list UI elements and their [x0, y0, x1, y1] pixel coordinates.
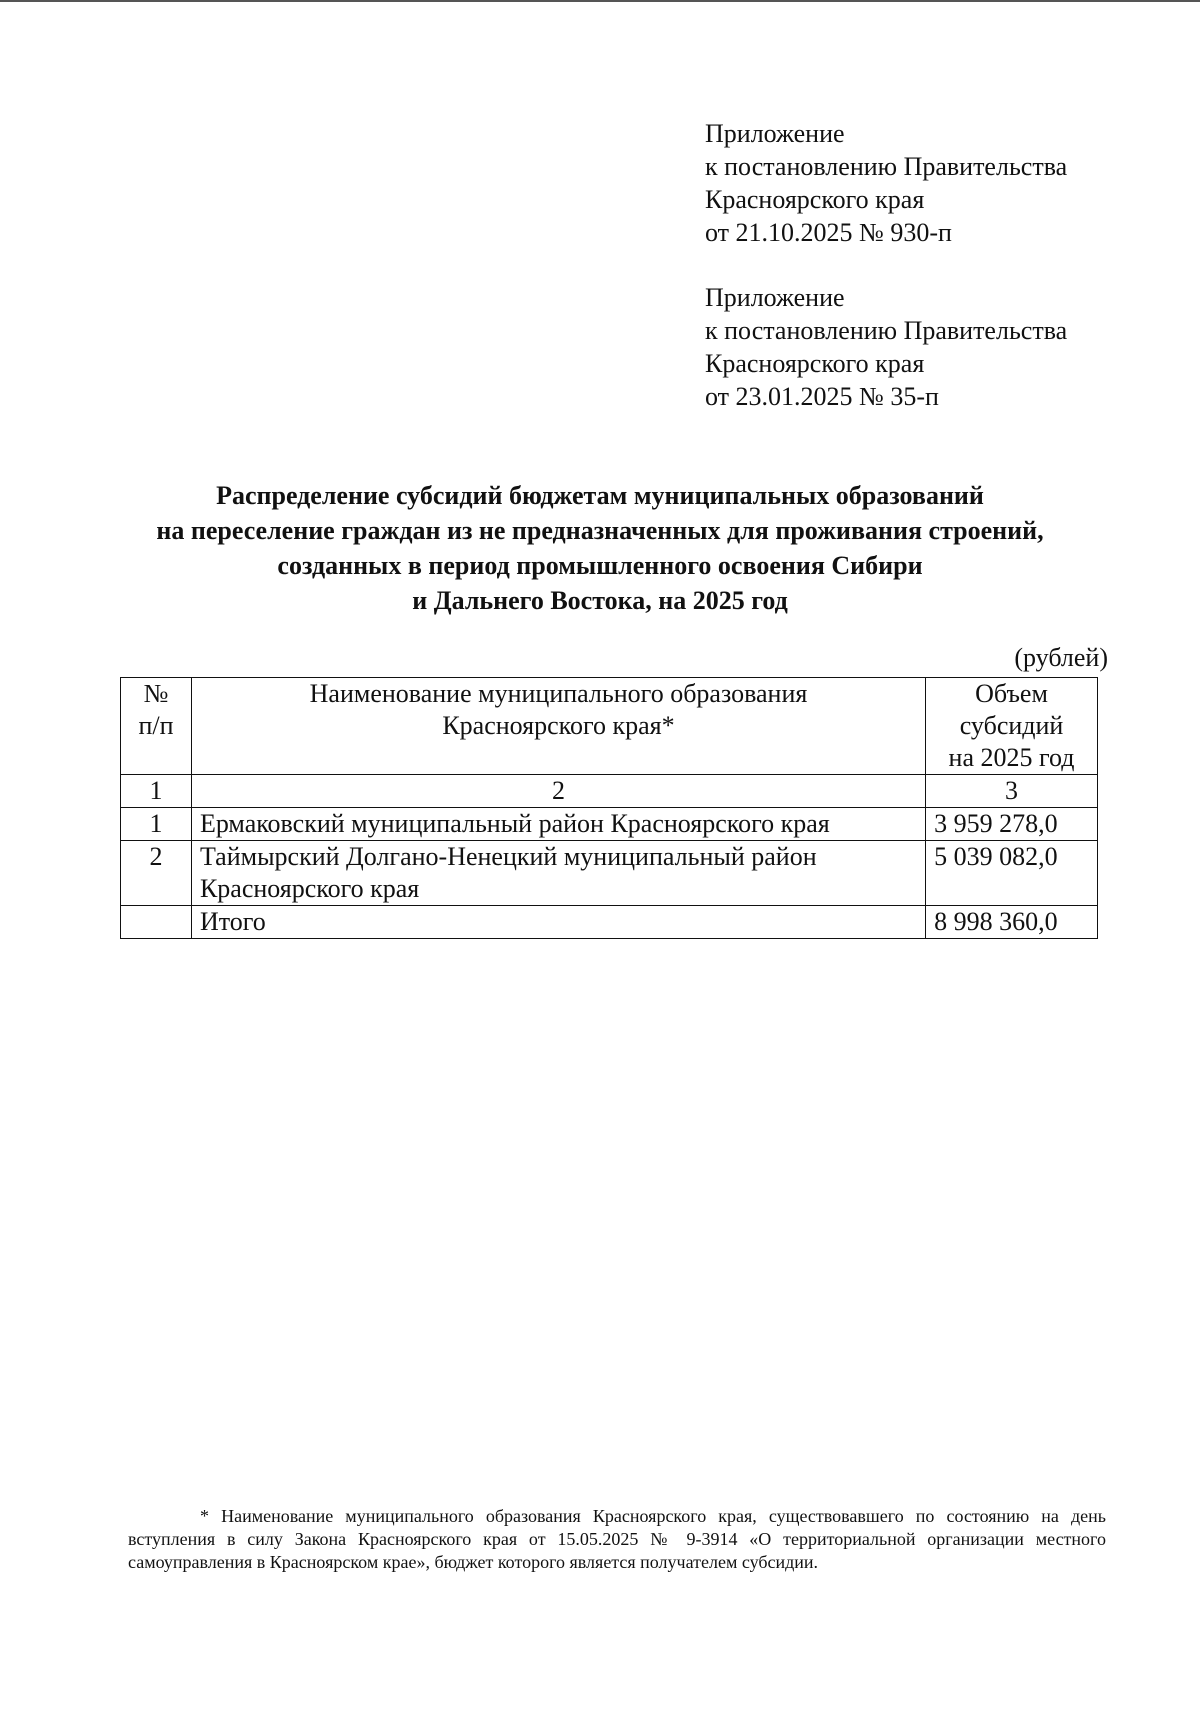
column-index-cell: 3: [926, 775, 1098, 808]
table-header-row: [121, 678, 1098, 775]
appendix-label: Приложение: [705, 119, 845, 148]
header-text: №: [143, 679, 169, 708]
header-cell-amount: [926, 678, 1098, 775]
subsidy-distribution-table: [120, 677, 1098, 939]
appendix-date-number: от 23.01.2025 № 35-п: [705, 382, 939, 411]
total-label: Итого: [191, 906, 925, 939]
appendix-block-current: [705, 117, 1067, 249]
table-row: [121, 841, 1098, 906]
header-text: Наименование муниципального образования: [309, 679, 808, 708]
title-line: Распределение субсидий бюджетам муниципальных образований: [216, 481, 984, 510]
appendix-block-original: [705, 281, 1067, 413]
total-amount: 8 998 360,0: [926, 906, 1098, 939]
header-text: субсидий: [959, 711, 1064, 740]
row-number: 1: [121, 808, 192, 841]
header-text: на 2025 год: [948, 743, 1075, 772]
column-index-row: [121, 775, 1098, 808]
subsidy-amount: 3 959 278,0: [926, 808, 1098, 841]
footnote: [128, 1505, 1106, 1574]
appendix-resolution-ref: к постановлению Правительства: [705, 316, 1068, 345]
header-text: Красноярского края*: [442, 711, 675, 740]
row-number: [121, 906, 192, 939]
appendix-region: Красноярского края: [705, 349, 925, 378]
header-cell-number: [121, 678, 192, 775]
column-index-cell: 1: [121, 775, 192, 808]
appendix-region: Красноярского края: [705, 185, 925, 214]
appendix-label: Приложение: [705, 283, 845, 312]
appendix-date-number: от 21.10.2025 № 930-п: [705, 218, 952, 247]
municipality-name: Таймырский Долгано-Ненецкий муниципальный район Красноярского края: [191, 841, 925, 906]
footnote-text: * Наименование муниципального образования Красноярского края, существовавшего по состоянию на день вступления в силу Закона Красноярского края от 15.05.2025 № 9-3914 «О территориальной организации местного самоуправления в Красноярском крае», бюджет которого является получателем субсидии.: [128, 1506, 1106, 1572]
title-line: созданных в период промышленного освоения Сибири: [277, 551, 923, 580]
municipality-name: Ермаковский муниципальный район Красноярского края: [191, 808, 925, 841]
table-total-row: [121, 906, 1098, 939]
appendix-resolution-ref: к постановлению Правительства: [705, 152, 1068, 181]
table-row: [121, 808, 1098, 841]
column-index-cell: 2: [191, 775, 925, 808]
row-number: 2: [121, 841, 192, 906]
units-label: (рублей): [1014, 643, 1108, 672]
document-title: [60, 478, 1140, 618]
header-text: п/п: [138, 711, 174, 740]
header-cell-municipality: [191, 678, 925, 775]
title-line: на переселение граждан из не предназначенных для проживания строений,: [156, 516, 1044, 545]
subsidy-amount: 5 039 082,0: [926, 841, 1098, 906]
header-text: Объем: [975, 679, 1048, 708]
title-line: и Дальнего Востока, на 2025 год: [412, 586, 788, 615]
page-top-border: [0, 0, 1200, 2]
